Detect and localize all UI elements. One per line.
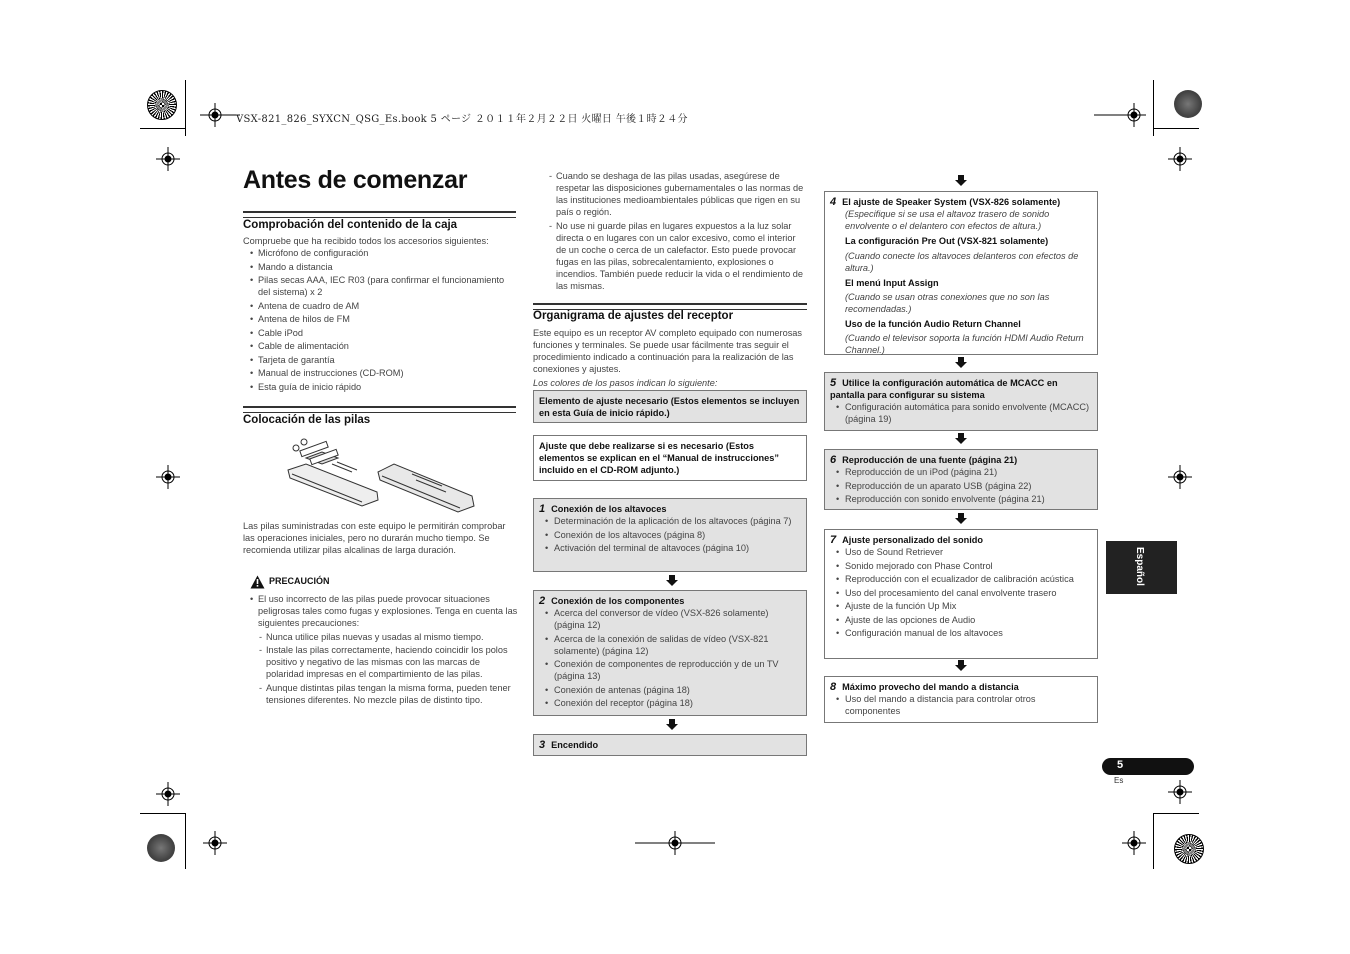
print-header: VSX-821_826_SYXCN_QSG_Es.book 5 ページ ２０１１年２月２２日 火曜日 午後１時２４分: [236, 114, 688, 125]
remote-battery-illustration: [282, 434, 478, 514]
list-item: • Reproducción de un iPod (página 21): [830, 466, 1092, 478]
list-item: • Reproducción de un aparato USB (página 22): [830, 480, 1092, 492]
legend-optional: Ajuste que debe realizarse si es necesario (Estos elementos se explican en el “Manual de instrucciones” incluido en el CD-ROM adjunto.): [533, 435, 807, 481]
list-item: • Micrófono de configuración: [243, 247, 518, 259]
step-title: Utilice la configuración automática de MCACC en pantalla para configurar su sistema: [830, 378, 1058, 400]
list-item: • Antena de hilos de FM: [243, 313, 518, 325]
list-item: • Conexión de los altavoces (página 8): [539, 529, 801, 541]
page-number: 5: [1117, 759, 1124, 771]
page-lang: Es: [1114, 776, 1124, 785]
warning-icon: [250, 575, 265, 589]
step-title: Ajuste personalizado del sonido: [842, 535, 984, 545]
section-heading-batteries: Colocación de las pilas: [243, 414, 371, 426]
list-item: • Uso del mando a distancia para controlar otros componentes: [830, 693, 1092, 717]
box-contents-text: [243, 235, 518, 394]
list-item: • Reproducción con el ecualizador de calibración acústica: [830, 573, 1092, 585]
caution-main: • El uso incorrecto de las pilas puede provocar situaciones peligrosas tales como fugas y explosiones. Tenga en cuenta las siguientes precauciones:: [243, 593, 518, 629]
list-item: • Ajuste de las opciones de Audio: [830, 614, 1092, 626]
list-item: • Configuración manual de los altavoces: [830, 627, 1092, 639]
caution-text: [243, 593, 518, 707]
section-rule: [243, 211, 516, 218]
step-number: 1: [539, 503, 546, 515]
list-item: • Mando a distancia: [243, 261, 518, 273]
step-title: Uso de la función Audio Return Channel: [845, 319, 1021, 329]
section-rule: [243, 406, 516, 413]
caution-list: [259, 631, 518, 706]
list-item: - Nunca utilice pilas nuevas y usadas al mismo tiempo.: [259, 631, 518, 643]
step-number: 7: [830, 534, 837, 546]
box-contents-list: [243, 247, 518, 393]
list-item: - Aunque distintas pilas tengan la misma forma, pueden tener tensiones diferentes. No mezcle pilas de distinto tipo.: [259, 682, 518, 706]
list-item: • Cable de alimentación: [243, 340, 518, 352]
step-note: (Cuando el televisor soporta la función HDMI Audio Return Channel.): [845, 333, 1084, 355]
caution-list-continued: [549, 170, 807, 292]
step-title: El menú Input Assign: [845, 278, 939, 288]
caution-label: PRECAUCIÓN: [269, 576, 330, 586]
step-title: Encendido: [551, 740, 599, 750]
list-item: • Acerca de la conexión de salidas de vídeo (VSX-821 solamente) (página 12): [539, 633, 801, 657]
page-number-badge: [1102, 758, 1194, 775]
step-title: Conexión de los altavoces: [551, 504, 667, 514]
list-item: • Configuración automática para sonido envolvente (MCACC) (página 19): [830, 401, 1092, 425]
list-item: • Acerca del conversor de vídeo (VSX-826 solamente) (página 12): [539, 607, 801, 631]
section-rule: [533, 303, 807, 310]
step-number: 3: [539, 739, 546, 751]
step-3-box: [533, 734, 807, 756]
step-number: 6: [830, 454, 837, 466]
list-item: • Tarjeta de garantía: [243, 354, 518, 366]
step-title: Conexión de los componentes: [551, 596, 685, 606]
flow-intro: Este equipo es un receptor AV completo equipado con numerosas funciones y terminales. Se puede usar fácilmente tras seguir el procedimiento indicado a continuación para la realización de las conexiones y ajustes.: [533, 328, 802, 374]
step-title: El ajuste de Speaker System (VSX-826 solamente): [842, 197, 1061, 207]
section-heading-box-contents: Comprobación del contenido de la caja: [243, 219, 458, 231]
step-note: (Cuando conecte los altavoces delanteros con efectos de altura.): [845, 251, 1079, 273]
colors-note: Los colores de los pasos indican lo siguiente:: [533, 378, 718, 388]
list-item: • Ajuste de la función Up Mix: [830, 600, 1092, 612]
step-2-box: [533, 590, 807, 716]
list-item: • Determinación de la aplicación de los altavoces (página 7): [539, 515, 801, 527]
step-7-box: [824, 529, 1098, 659]
section-heading-flow: Organigrama de ajustes del receptor: [533, 310, 734, 322]
language-tab-label: Español: [1134, 547, 1145, 586]
step-note: (Especifique si se usa el altavoz trasero de sonido envolvente o el delantero con efectos de altura.): [845, 209, 1050, 231]
language-tab: [1106, 541, 1177, 594]
list-item: - No use ni guarde pilas en lugares expuestos a la luz solar directa o en lugares con un calor excesivo, como el interior de un coche o cerca de un calefactor. Esto puede provocar fugas en las pilas, sobrecalentamiento, explosiones o incendios. También puede reducir la vida o el rendimiento de las mismas.: [549, 220, 807, 292]
caution-continued: [549, 170, 807, 293]
list-item: • Manual de instrucciones (CD-ROM): [243, 367, 518, 379]
list-item: • Pilas secas AAA, IEC R03 (para confirmar el funcionamiento del sistema) x 2: [243, 274, 518, 298]
list-item: • Conexión de antenas (página 18): [539, 684, 801, 696]
list-item: • Antena de cuadro de AM: [243, 300, 518, 312]
step-6-box: [824, 449, 1098, 510]
step-note: (Cuando se usan otras conexiones que no son las recomendadas.): [845, 292, 1050, 314]
list-item: • Uso del procesamiento del canal envolvente trasero: [830, 587, 1092, 599]
list-item: • Reproducción con sonido envolvente (página 21): [830, 493, 1092, 505]
page-title: Antes de comenzar: [243, 166, 468, 194]
list-item: • Conexión de componentes de reproducción y de un TV (página 13): [539, 658, 801, 682]
batteries-text: Las pilas suministradas con este equipo le permitirán comprobar las operaciones iniciales, pero no durarán mucho tiempo. Se recomienda utilizar pilas alcalinas de larga duración.: [243, 521, 506, 555]
list-item: • Sonido mejorado con Phase Control: [830, 560, 1092, 572]
step-1-box: [533, 498, 807, 572]
list-item: • Uso de Sound Retriever: [830, 546, 1092, 558]
step-8-box: [824, 676, 1098, 723]
step-5-box: [824, 372, 1098, 431]
step-number: 5: [830, 377, 837, 389]
list-item: • Activación del terminal de altavoces (página 10): [539, 542, 801, 554]
list-item: • Cable iPod: [243, 327, 518, 339]
step-title: La configuración Pre Out (VSX-821 solamente): [845, 236, 1049, 246]
step-number: 2: [539, 595, 546, 607]
list-item: - Instale las pilas correctamente, haciendo coincidir los polos positivo y negativo de las mismas con las marcas de polaridad impresas en el compartimiento de las pilas.: [259, 644, 518, 680]
step-title: Máximo provecho del mando a distancia: [842, 682, 1019, 692]
step-number: 4: [830, 196, 837, 208]
legend-required: Elemento de ajuste necesario (Estos elementos se incluyen en esta Guía de inicio rápido.): [533, 390, 807, 423]
step-title: Reproducción de una fuente (página 21): [842, 455, 1018, 465]
list-item: • Conexión del receptor (página 18): [539, 697, 801, 709]
list-item: • Esta guía de inicio rápido: [243, 381, 518, 393]
box-contents-intro: Compruebe que ha recibido todos los accesorios siguientes:: [243, 236, 489, 246]
step-number: 8: [830, 681, 837, 693]
step-4-box: [824, 191, 1098, 355]
list-item: - Cuando se deshaga de las pilas usadas, asegúrese de respetar las disposiciones gubernamentales o las normas de las instituciones medioambientales públicas que rigen en su país o región.: [549, 170, 807, 218]
